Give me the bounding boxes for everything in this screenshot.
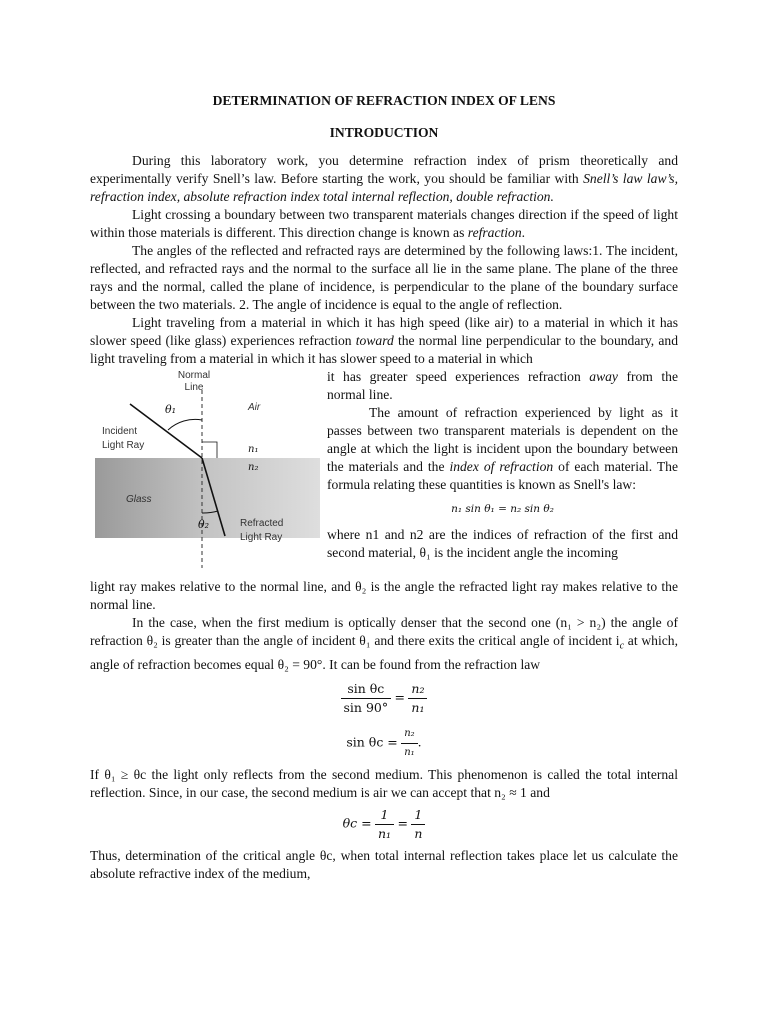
text-run: of each material. The formula relating these quantities is known as Snell's law: — [327, 459, 679, 492]
paragraph-total-internal: If θ₁ ≥ θc the light only reflects from the second medium. This phenomenon is called the total internal reflection. Since, in our case, the second medium is air we can accept that n₂ ≈ 1 and — [90, 766, 678, 800]
theta1-label: θ₁ — [165, 403, 177, 416]
refraction-diagram — [90, 368, 320, 578]
numerator: n₂ — [401, 725, 417, 744]
italic-run: refraction — [467, 225, 522, 240]
text-run: The amount of refraction experienced by light as it passes between two transparent materials is dependent on the angle at which the light is incident upon the boundary between the materials and the — [327, 405, 678, 474]
document-page — [90, 92, 678, 883]
italic-run: away — [589, 369, 618, 384]
fraction-2 — [411, 806, 425, 843]
numerator: sin θc — [341, 680, 392, 699]
paragraph-amount — [327, 404, 678, 494]
text-run: at which, angle of refraction becomes equal θ₂ = 90°. It can be found from the refraction law — [90, 633, 678, 672]
denominator: n₁ — [404, 746, 415, 758]
glass-label: Glass — [126, 494, 152, 505]
fraction-small — [401, 725, 417, 762]
fraction-rhs — [408, 680, 427, 717]
right-angle-mark — [202, 442, 217, 458]
refracted-label-1: Refracted — [240, 518, 284, 529]
text-run: the normal line perpendicular to the boundary, and light traveling from a material in which it has slower speed to a material in which — [90, 333, 678, 366]
formula-lhs: θc = — [342, 815, 372, 831]
formula-critical-ratio — [90, 680, 678, 717]
text-run: Light traveling from a material in which it has high speed (like air) to a material in which it has slower speed (like glass) experiences refraction — [90, 315, 678, 348]
paragraph-where: where n1 and n2 are the indices of refraction of the first and second material, θ₁ is the incident angle the incoming — [327, 527, 678, 560]
denominator: n₁ — [377, 825, 392, 841]
numerator: 1 — [411, 806, 425, 825]
paragraph-refraction — [90, 206, 678, 242]
denominator: n — [414, 825, 423, 841]
formula-lhs: sin θc = — [346, 734, 398, 750]
italic-run: index of refraction — [449, 459, 554, 474]
paragraph-critical — [90, 614, 678, 674]
incident-label-1: Incident — [102, 426, 138, 437]
figure-section — [90, 368, 678, 578]
refracted-label-2: Light Ray — [240, 532, 283, 543]
normal-line-label-1: Normal — [177, 370, 211, 381]
paragraph-thus: Thus, determination of the critical angle θc, when total internal reflection takes place let us calculate the absolute refractive index of the medium, — [90, 847, 678, 881]
period: . — [417, 734, 422, 750]
theta1-arc — [168, 419, 202, 430]
italic-run: Snell’s law law’s, refraction index, absolute refraction index total internal reflection, double refraction. — [90, 171, 678, 204]
section-heading: INTRODUCTION — [329, 125, 439, 140]
air-label: Air — [248, 402, 261, 413]
formula-theta-critical — [90, 806, 678, 843]
text-run: Light crossing a boundary between two transparent materials changes direction if the speed of light within those materials is different. This direction change is known as — [90, 207, 678, 240]
text-run: it has greater speed experiences refraction — [327, 369, 590, 384]
paragraph-away — [327, 368, 678, 404]
n2-label: n₂ — [248, 462, 259, 473]
text-run: In the case, when the first medium is optically denser that the second one (n₁ > n₂) the angle of refraction θ₂ is greater than the angle of incident θ₁ and there exits the critical angle of incident i — [90, 615, 678, 648]
paragraph-laws: The angles of the reflected and refracted rays are determined by the following laws:1. The incident, reflected, and refracted rays and the normal to the surface all lie in the same plane. The plane of the three rays and the normal, called the plane of incidence, is perpendicular to the plane of the boundary surface between the two materials. 2. The angle of incidence is equal to the angle of reflection. — [90, 243, 678, 312]
equals-sign: = — [394, 689, 405, 705]
text-run: from the normal line. — [327, 369, 678, 402]
fraction-1 — [375, 806, 394, 843]
paragraph-speed — [90, 314, 678, 368]
denominator: sin 90° — [343, 699, 389, 715]
text-run: During this laboratory work, you determine refraction index of prism theoretically and experimentally verify Snell’s law. Before starting the work, you should be familiar with — [90, 153, 678, 186]
denominator: n₁ — [411, 699, 425, 715]
theta2-label: θ₂ — [198, 518, 210, 531]
normal-line-label-2: Line — [184, 382, 204, 393]
paragraph-normal: light ray makes relative to the normal line, and θ₂ is the angle the refracted light ray makes relative to the normal line. — [90, 579, 678, 612]
fraction-lhs — [341, 680, 392, 717]
equals-sign: = — [397, 815, 408, 831]
numerator: n₂ — [408, 680, 427, 699]
figure-side-text — [327, 368, 678, 562]
text-run: . — [521, 225, 526, 240]
n1-label: n₁ — [248, 444, 259, 455]
paragraph-intro — [90, 152, 678, 206]
document-title: DETERMINATION OF REFRACTION INDEX OF LENS — [212, 93, 556, 108]
italic-run: toward — [355, 333, 394, 348]
subscript: c — [619, 640, 625, 652]
incident-label-2: Light Ray — [102, 440, 145, 451]
numerator: 1 — [375, 806, 394, 825]
snell-law-formula: n₁ sin θ₁ = n₂ sin θ₂ — [451, 503, 554, 515]
formula-sin-critical — [90, 725, 678, 762]
